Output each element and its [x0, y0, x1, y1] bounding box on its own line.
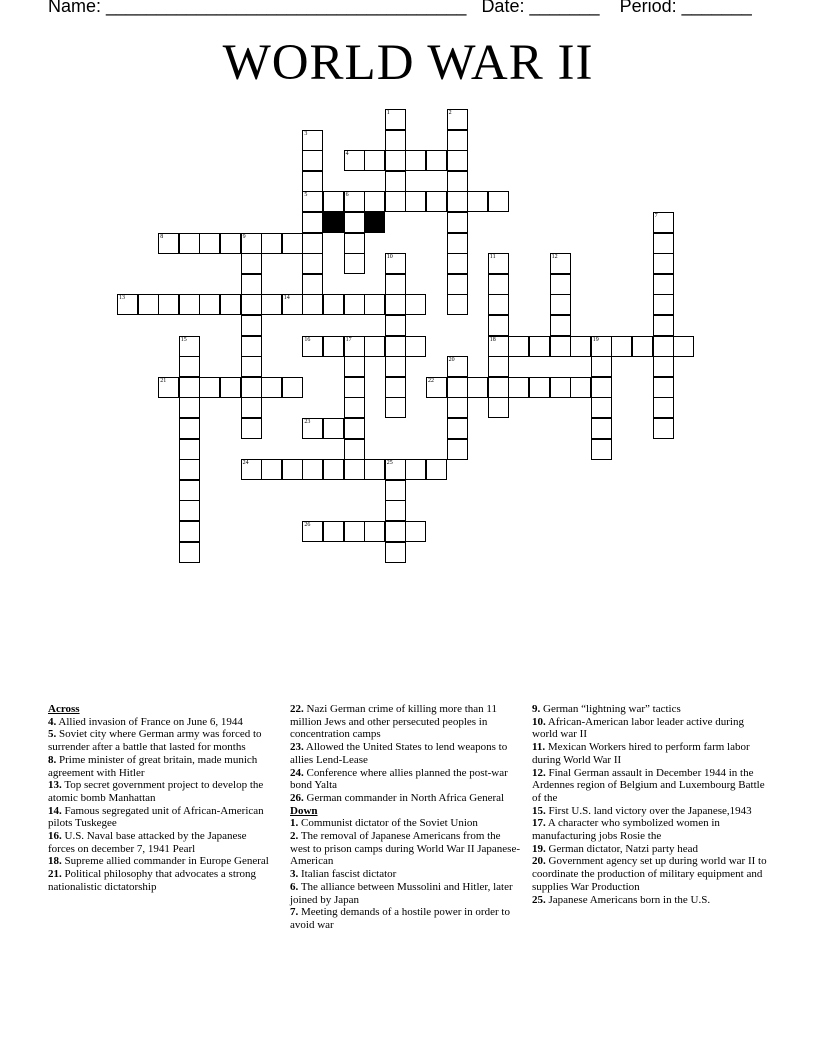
clue-item-number: 14.: [48, 804, 62, 817]
clue-item: [532, 805, 772, 818]
crossword-cell[interactable]: [344, 439, 365, 460]
crossword-cell[interactable]: [364, 150, 385, 171]
clue-number: 2: [448, 110, 452, 116]
crossword-cell[interactable]: [282, 233, 303, 254]
crossword-cell[interactable]: [199, 294, 220, 315]
clue-item: [290, 703, 522, 741]
clue-item-number: 7.: [290, 906, 299, 919]
crossword-cell[interactable]: [488, 315, 509, 336]
crossword-cell[interactable]: [385, 294, 406, 315]
crossword-cell[interactable]: [364, 294, 385, 315]
crossword-cell[interactable]: [447, 253, 468, 274]
clue-number: 15: [180, 336, 187, 343]
blocked-cell: [364, 212, 385, 233]
clue-number: 21: [160, 377, 167, 384]
date-label: Date:: [481, 0, 525, 16]
clue-item-number: 13.: [48, 779, 62, 792]
clue-item-text: German “lightning war” tactics: [543, 703, 681, 715]
crossword-cell[interactable]: [241, 315, 262, 336]
crossword-cell[interactable]: [179, 377, 200, 398]
crossword-cell[interactable]: [426, 150, 447, 171]
down-heading: Down: [290, 804, 318, 817]
crossword-cell[interactable]: [302, 294, 323, 315]
crossword-cell[interactable]: [405, 521, 426, 542]
clue-number: 5: [304, 192, 308, 199]
crossword-cell[interactable]: [323, 294, 344, 315]
crossword-cell[interactable]: [241, 274, 262, 295]
clue-number: 9: [242, 233, 246, 240]
clue-item: [290, 817, 522, 830]
crossword-cell[interactable]: [488, 274, 509, 295]
crossword-cell[interactable]: [344, 233, 365, 254]
crossword-cell[interactable]: [220, 377, 241, 398]
clue-item-text: Japanese Americans born in the U.S.: [548, 893, 711, 906]
crossword-cell[interactable]: [405, 459, 426, 480]
clue-item: [290, 881, 522, 906]
crossword-cell[interactable]: [385, 356, 406, 377]
clue-item: [48, 830, 274, 855]
crossword-cell[interactable]: [385, 130, 406, 151]
crossword-cell[interactable]: [179, 480, 200, 501]
blocked-cell: [323, 212, 344, 233]
clue-item-number: 10.: [532, 715, 546, 728]
crossword-cell[interactable]: [426, 191, 447, 212]
crossword-cell[interactable]: [344, 418, 365, 439]
clue-item-text: Final German assault in December 1944 in the Ardennes region of Belgium and Luxembourg Battle of the: [532, 766, 765, 804]
crossword-cell[interactable]: [302, 150, 323, 171]
clue-item-text: Top secret government project to develop the atomic bomb Manhattan: [48, 779, 264, 804]
clue-item-text: The removal of Japanese Americans from the west to prison camps during World War II Japanese-American: [290, 830, 520, 868]
clue-item: [290, 792, 522, 805]
clue-item-number: 2.: [290, 830, 299, 843]
crossword-cell[interactable]: [426, 459, 447, 480]
clue-number: 17: [345, 336, 352, 343]
across-heading: Across: [48, 703, 80, 715]
crossword-cell[interactable]: [591, 377, 612, 398]
crossword-cell[interactable]: [385, 397, 406, 418]
crossword-cell[interactable]: [405, 150, 426, 171]
clue-number: 26: [304, 522, 311, 528]
crossword-cell[interactable]: [261, 294, 282, 315]
clue-item: [48, 779, 274, 804]
crossword-cell[interactable]: [447, 130, 468, 151]
crossword-cell[interactable]: [344, 521, 365, 542]
crossword-cell[interactable]: [447, 294, 468, 315]
crossword-cell[interactable]: [611, 336, 632, 357]
clue-item-number: 16.: [48, 830, 62, 843]
crossword-cell[interactable]: [220, 233, 241, 254]
clue-item-number: 4.: [48, 715, 57, 728]
crossword-cell[interactable]: [591, 356, 612, 377]
clue-item-text: Supreme allied commander in Europe General: [64, 855, 269, 868]
crossword-cell[interactable]: [447, 171, 468, 192]
clue-item-number: 21.: [48, 868, 62, 881]
crossword-cell[interactable]: [653, 356, 674, 377]
clue-item-text: A character who symbolized women in manufacturing jobs Rosie the: [532, 817, 720, 843]
crossword-cell[interactable]: [653, 418, 674, 439]
crossword-cell[interactable]: [591, 439, 612, 460]
page-title: WORLD WAR II: [222, 35, 594, 91]
clue-item: [532, 741, 772, 766]
clue-item-number: 20.: [532, 855, 546, 868]
crossword-cell[interactable]: [364, 336, 385, 357]
clue-item-text: Meeting demands of a hostile power in order to avoid war: [290, 906, 510, 931]
crossword-cell[interactable]: [261, 377, 282, 398]
crossword-cell[interactable]: [653, 315, 674, 336]
down-clue-list: [290, 817, 522, 931]
crossword-cell[interactable]: [385, 542, 406, 563]
clue-item: [290, 830, 522, 868]
clue-item: [290, 906, 522, 931]
crossword-cell[interactable]: [447, 212, 468, 233]
clue-number: 3: [304, 130, 308, 137]
crossword-cell[interactable]: [385, 150, 406, 171]
crossword-cell[interactable]: [653, 294, 674, 315]
clue-item-number: 15.: [532, 804, 546, 817]
clue-item: [290, 868, 522, 881]
crossword-cell[interactable]: [241, 253, 262, 274]
crossword-cell[interactable]: [179, 418, 200, 439]
crossword-cell[interactable]: [653, 377, 674, 398]
clue-item-number: 22.: [290, 703, 304, 715]
crossword-cell[interactable]: [179, 439, 200, 460]
crossword-cell[interactable]: [447, 233, 468, 254]
crossword-cell[interactable]: [302, 459, 323, 480]
crossword-cell[interactable]: [179, 500, 200, 521]
clue-item: [48, 716, 274, 729]
crossword-cell[interactable]: [653, 397, 674, 418]
crossword-cell[interactable]: [241, 294, 262, 315]
crossword-cell[interactable]: [385, 377, 406, 398]
clue-number: 11: [489, 254, 496, 261]
crossword-cell[interactable]: [261, 233, 282, 254]
crossword-cell[interactable]: [241, 418, 262, 439]
clue-item: [48, 855, 274, 868]
clue-item-text: Allowed the United States to lend weapons to allies Lend-Lease: [290, 741, 508, 766]
clue-number: 22: [428, 377, 434, 384]
clue-number: 25: [386, 460, 393, 467]
clues-column-2: [290, 703, 522, 932]
clue-number: 10: [386, 254, 393, 261]
clue-item-number: 5.: [48, 728, 57, 741]
crossword-cell[interactable]: [302, 253, 323, 274]
clue-item: [532, 716, 772, 741]
clues-column-3: [532, 703, 772, 906]
crossword-cell[interactable]: [405, 336, 426, 357]
clue-item-text: Government agency set up during world war II to coordinate the production of military equipment and supplies War Production: [532, 855, 767, 893]
crossword-cell[interactable]: [385, 521, 406, 542]
crossword-cell[interactable]: [364, 459, 385, 480]
clue-item-text: German dictator, Natzi party head: [548, 842, 699, 855]
clue-number: 6: [345, 192, 349, 199]
crossword-cell[interactable]: [385, 315, 406, 336]
clue-number: 18: [489, 336, 496, 343]
clue-item-text: U.S. Naval base attacked by the Japanese forces on december 7, 1941 Pearl: [48, 830, 247, 855]
clue-number: 23: [304, 419, 311, 425]
crossword-cell[interactable]: [447, 191, 468, 212]
crossword-cell[interactable]: [302, 171, 323, 192]
crossword-cell[interactable]: [344, 212, 365, 233]
crossword-cell[interactable]: [220, 294, 241, 315]
clue-item: [48, 728, 274, 753]
crossword-cell[interactable]: [467, 191, 488, 212]
crossword-cell[interactable]: [179, 542, 200, 563]
clue-item-number: 12.: [532, 766, 546, 779]
name-blank[interactable]: ____________________________________: [106, 0, 467, 16]
name-label: Name:: [48, 0, 102, 16]
clue-item-number: 9.: [532, 703, 541, 715]
crossword-cell[interactable]: [447, 397, 468, 418]
crossword-cell[interactable]: [550, 294, 571, 315]
clue-item-number: 26.: [290, 791, 304, 804]
crossword-cell[interactable]: [179, 521, 200, 542]
clue-item-number: 23.: [290, 741, 304, 754]
clue-number: 8: [160, 233, 164, 240]
clue-item-text: Communist dictator of the Soviet Union: [301, 817, 478, 830]
crossword-cell[interactable]: [241, 356, 262, 377]
clue-number: 12: [551, 254, 558, 261]
crossword-cell[interactable]: [591, 418, 612, 439]
crossword-cell[interactable]: [179, 294, 200, 315]
crossword-cell[interactable]: [344, 294, 365, 315]
clue-item: [532, 855, 772, 893]
clue-item-number: 24.: [290, 766, 304, 779]
crossword-cell[interactable]: [488, 191, 509, 212]
clue-item-number: 8.: [48, 753, 57, 766]
crossword-cell[interactable]: [467, 377, 488, 398]
clue-number: 19: [592, 336, 599, 343]
crossword-cell[interactable]: [653, 233, 674, 254]
crossword-cell[interactable]: [323, 459, 344, 480]
crossword-cell[interactable]: [385, 171, 406, 192]
crossword-cell[interactable]: [447, 274, 468, 295]
clue-item-number: 3.: [290, 868, 299, 881]
clue-item-text: Conference where allies planned the post-war bond Yalta: [290, 766, 508, 792]
crossword-cell[interactable]: [241, 336, 262, 357]
clue-number: 14: [283, 295, 290, 302]
crossword-cell[interactable]: [385, 274, 406, 295]
crossword-cell[interactable]: [344, 459, 365, 480]
crossword-cell[interactable]: [302, 233, 323, 254]
crossword-cell[interactable]: [488, 377, 509, 398]
clue-item: [290, 741, 522, 766]
crossword-cell[interactable]: [570, 336, 591, 357]
crossword-cell[interactable]: [488, 294, 509, 315]
crossword-cell[interactable]: [199, 377, 220, 398]
clue-item-number: 1.: [290, 817, 299, 830]
crossword-cell[interactable]: [550, 274, 571, 295]
crossword-cell[interactable]: [632, 336, 653, 357]
clue-item-text: Prime minister of great britain, made munich agreement with Hitler: [48, 753, 258, 779]
crossword-cell[interactable]: [447, 418, 468, 439]
clue-number: 7: [654, 213, 658, 219]
crossword-cell[interactable]: [261, 459, 282, 480]
clue-item: [48, 868, 274, 893]
clue-item-number: 6.: [290, 880, 299, 893]
crossword-cell[interactable]: [550, 377, 571, 398]
clue-item-text: Nazi German crime of killing more than 11 million Jews and other persecuted peoples in concentration camps: [290, 703, 498, 741]
crossword-cell[interactable]: [653, 336, 674, 357]
crossword-cell[interactable]: [302, 212, 323, 233]
clue-item: [532, 703, 772, 716]
period-blank[interactable]: _______: [681, 0, 752, 16]
crossword-cell[interactable]: [653, 274, 674, 295]
clue-item-text: Mexican Workers hired to perform farm labor during World War II: [532, 741, 750, 766]
crossword-cell[interactable]: [385, 480, 406, 501]
across-clue-list: [48, 716, 274, 894]
clue-item-number: 19.: [532, 842, 546, 855]
crossword-cell[interactable]: [323, 521, 344, 542]
clue-item-number: 18.: [48, 855, 62, 868]
clue-item-text: Soviet city where German army was forced to surrender after a battle that lasted for months: [48, 728, 262, 754]
crossword-cell[interactable]: [302, 274, 323, 295]
crossword-cell[interactable]: [385, 191, 406, 212]
clue-item-text: Political philosophy that advocates a strong nationalistic dictatorship: [48, 868, 257, 893]
crossword-cell[interactable]: [405, 191, 426, 212]
crossword-cell[interactable]: [447, 439, 468, 460]
crossword-cell[interactable]: [447, 150, 468, 171]
crossword-cell[interactable]: [570, 377, 591, 398]
crossword-cell[interactable]: [488, 356, 509, 377]
period-label: Period:: [619, 0, 677, 16]
crossword-cell[interactable]: [529, 377, 550, 398]
crossword-cell[interactable]: [179, 356, 200, 377]
clue-number: 4: [345, 151, 349, 158]
clue-item-text: Famous segregated unit of African-American pilots Tuskegee: [48, 804, 264, 830]
clue-item-text: German commander in North Africa General: [306, 791, 505, 804]
crossword-cell[interactable]: [323, 191, 344, 212]
crossword-cell[interactable]: [364, 191, 385, 212]
crossword-cell[interactable]: [550, 315, 571, 336]
crossword-cell[interactable]: [323, 336, 344, 357]
crossword-cell[interactable]: [241, 377, 262, 398]
clues-column-1: [48, 703, 274, 894]
clue-item-text: African-American labor leader active during world war II: [532, 715, 744, 741]
crossword-cell[interactable]: [405, 294, 426, 315]
crossword-cell[interactable]: [282, 459, 303, 480]
crossword-cell[interactable]: [447, 377, 468, 398]
clue-item: [532, 817, 772, 842]
clue-item: [532, 767, 772, 805]
crossword-cell[interactable]: [282, 377, 303, 398]
crossword-cell[interactable]: [673, 336, 694, 357]
clue-item-number: 11.: [532, 741, 546, 754]
crossword-cell[interactable]: [550, 336, 571, 357]
clue-item-number: 25.: [532, 893, 546, 906]
clue-item: [48, 754, 274, 779]
crossword-cell[interactable]: [344, 356, 365, 377]
clue-number: 13: [119, 295, 125, 302]
crossword-cell[interactable]: [529, 336, 550, 357]
clue-item-number: 17.: [532, 817, 546, 830]
clue-item: [290, 767, 522, 792]
clue-item: [48, 805, 274, 830]
crossword-cell[interactable]: [179, 459, 200, 480]
clue-item-text: Allied invasion of France on June 6, 1944: [58, 715, 243, 728]
across-clue-list-continued: [290, 703, 522, 805]
crossword-cell[interactable]: [158, 294, 179, 315]
crossword-cell[interactable]: [653, 253, 674, 274]
crossword-cell[interactable]: [508, 336, 529, 357]
crossword-cell[interactable]: [591, 397, 612, 418]
clue-item: [532, 894, 772, 907]
crossword-cell[interactable]: [344, 253, 365, 274]
crossword-cell[interactable]: [385, 336, 406, 357]
crossword-cell[interactable]: [199, 233, 220, 254]
clue-number: 24: [242, 460, 249, 467]
crossword-cell[interactable]: [488, 397, 509, 418]
crossword-cell[interactable]: [364, 521, 385, 542]
crossword-cell[interactable]: [138, 294, 159, 315]
clue-number: 1: [386, 110, 390, 116]
crossword-cell[interactable]: [344, 397, 365, 418]
date-blank[interactable]: _______: [529, 0, 600, 16]
clue-item: [532, 843, 772, 856]
clue-item-text: Italian fascist dictator: [301, 868, 397, 881]
clue-item-text: The alliance between Mussolini and Hitler, later joined by Japan: [290, 880, 513, 906]
clue-number: 20: [448, 357, 455, 364]
clue-number: 16: [304, 336, 311, 343]
crossword-cell[interactable]: [385, 500, 406, 521]
crossword-cell[interactable]: [241, 397, 262, 418]
crossword-cell[interactable]: [179, 397, 200, 418]
crossword-cell[interactable]: [179, 233, 200, 254]
crossword-cell[interactable]: [344, 377, 365, 398]
crossword-cell[interactable]: [323, 418, 344, 439]
crossword-cell[interactable]: [508, 377, 529, 398]
down-clue-list-continued: [532, 703, 772, 906]
clue-item-text: First U.S. land victory over the Japanese,1943: [548, 804, 752, 817]
